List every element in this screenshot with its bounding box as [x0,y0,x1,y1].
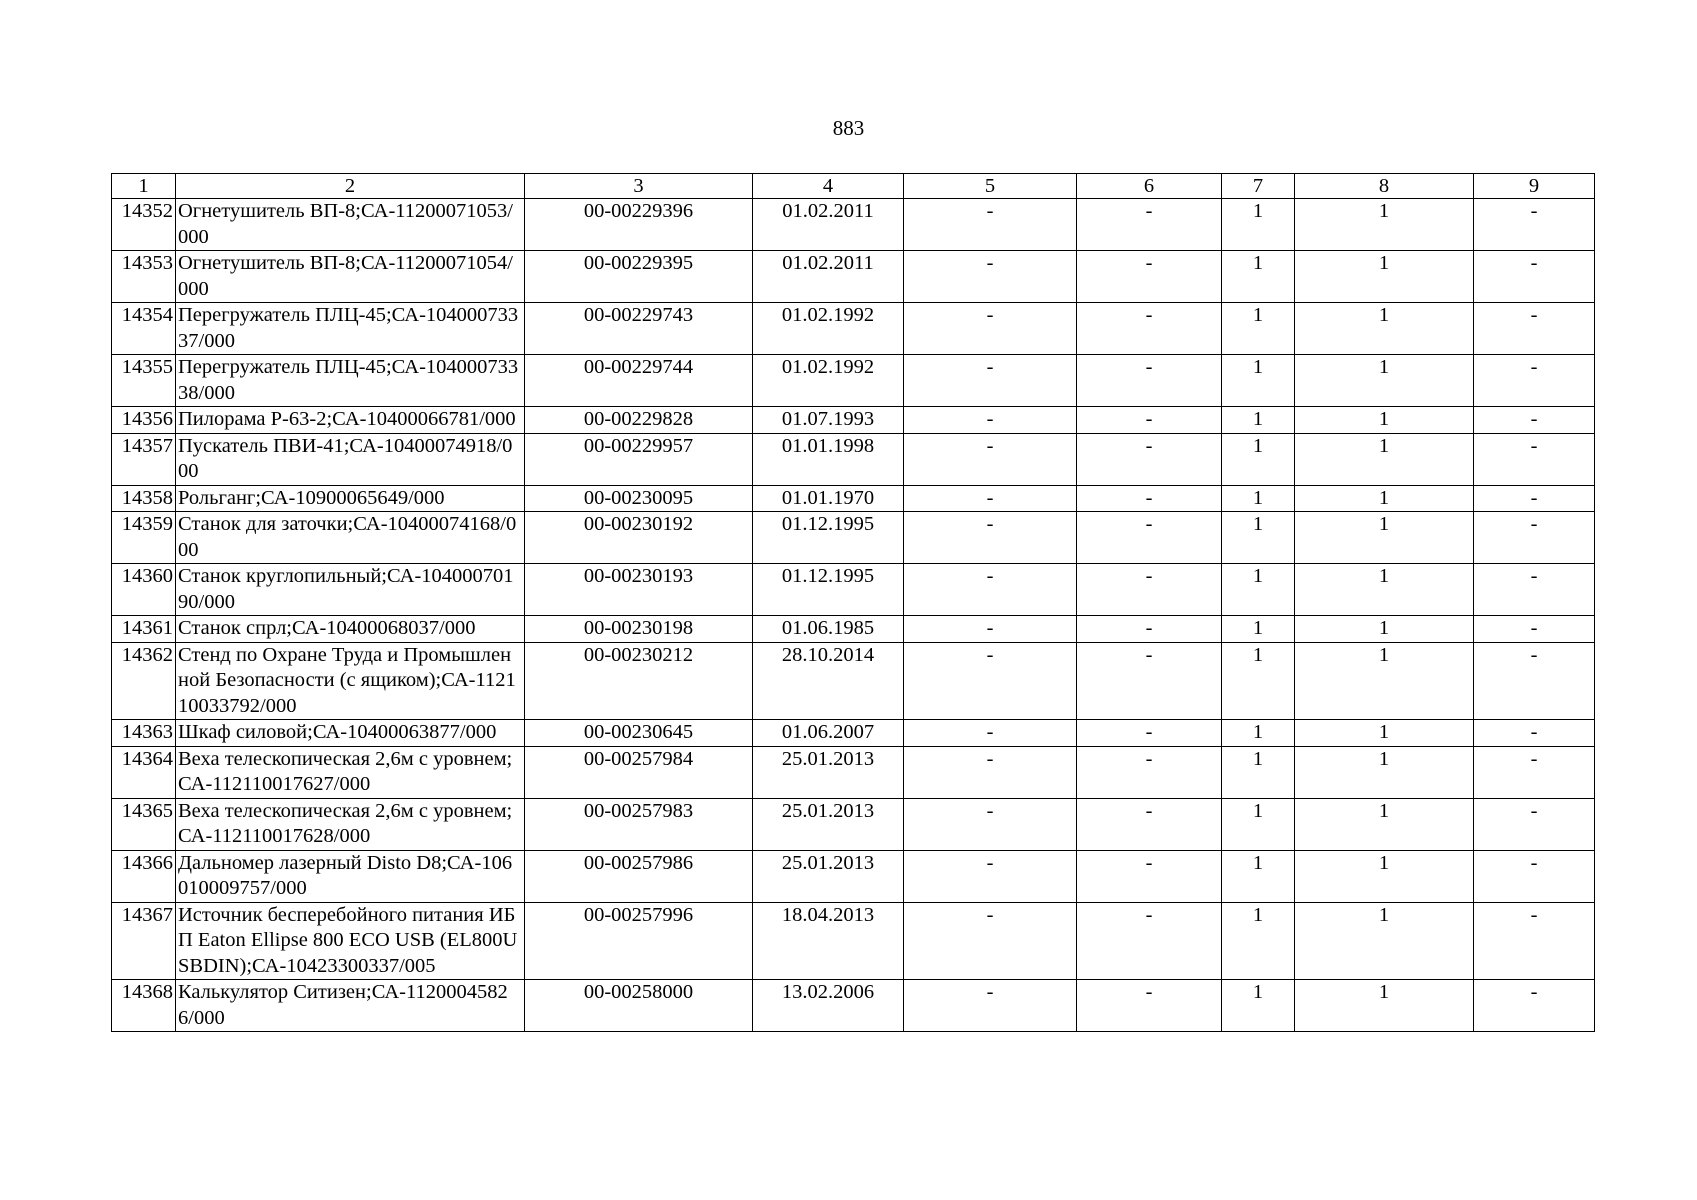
table-row [112,798,1595,850]
inventory-code-cell: 00-00257983 [525,798,753,850]
inventory-code-cell: 00-00257986 [525,850,753,902]
column-5-cell: - [904,303,1077,355]
row-number-cell: 14352 [112,199,176,251]
column-7-cell: 1 [1222,355,1295,407]
column-5-cell: - [904,251,1077,303]
row-number-cell: 14365 [112,798,176,850]
column-7-cell: 1 [1222,980,1295,1032]
date-cell: 25.01.2013 [753,850,904,902]
column-8-cell: 1 [1295,433,1474,485]
item-name-cell: Перегружатель ПЛЦ-45;СА-10400073337/000 [176,303,525,355]
item-name-cell: Огнетушитель ВП-8;СА-11200071053/000 [176,199,525,251]
column-8-cell: 1 [1295,720,1474,747]
column-8-cell: 1 [1295,616,1474,643]
date-cell: 01.02.2011 [753,251,904,303]
column-5-cell: - [904,512,1077,564]
column-8-cell: 1 [1295,980,1474,1032]
table-row [112,746,1595,798]
inventory-code-cell: 00-00230192 [525,512,753,564]
table-row [112,850,1595,902]
column-6-cell: - [1077,746,1222,798]
column-9-cell: - [1474,303,1595,355]
column-8-cell: 1 [1295,902,1474,980]
column-6-cell: - [1077,199,1222,251]
column-header: 6 [1077,174,1222,199]
column-9-cell: - [1474,902,1595,980]
date-cell: 01.06.2007 [753,720,904,747]
table-row [112,303,1595,355]
inventory-code-cell: 00-00229744 [525,355,753,407]
column-8-cell: 1 [1295,746,1474,798]
column-6-cell: - [1077,303,1222,355]
column-7-cell: 1 [1222,407,1295,434]
table-row [112,407,1595,434]
date-cell: 01.12.1995 [753,564,904,616]
column-5-cell: - [904,433,1077,485]
column-9-cell: - [1474,616,1595,643]
item-name-cell: Стенд по Охране Труда и Промышленной Безопасности (с ящиком);СА-112110033792/000 [176,642,525,720]
column-7-cell: 1 [1222,798,1295,850]
column-header: 9 [1474,174,1595,199]
column-6-cell: - [1077,850,1222,902]
page-number: 883 [832,116,865,140]
column-header: 5 [904,174,1077,199]
column-8-cell: 1 [1295,642,1474,720]
row-number-cell: 14353 [112,251,176,303]
row-number-cell: 14356 [112,407,176,434]
column-5-cell: - [904,746,1077,798]
column-5-cell: - [904,564,1077,616]
item-name-cell: Источник бесперебойного питания ИБП Eaton Ellipse 800 ECO USB (EL800USBDIN);СА-10423300337/005 [176,902,525,980]
column-6-cell: - [1077,512,1222,564]
column-6-cell: - [1077,616,1222,643]
column-6-cell: - [1077,564,1222,616]
table-row [112,199,1595,251]
column-9-cell: - [1474,980,1595,1032]
column-9-cell: - [1474,407,1595,434]
column-5-cell: - [904,642,1077,720]
item-name-cell: Станок для заточки;СА-10400074168/000 [176,512,525,564]
column-number-header-row [112,174,1595,199]
column-9-cell: - [1474,798,1595,850]
row-number-cell: 14359 [112,512,176,564]
date-cell: 28.10.2014 [753,642,904,720]
inventory-code-cell: 00-00258000 [525,980,753,1032]
column-5-cell: - [904,850,1077,902]
date-cell: 18.04.2013 [753,902,904,980]
date-cell: 01.12.1995 [753,512,904,564]
row-number-cell: 14361 [112,616,176,643]
column-9-cell: - [1474,355,1595,407]
column-6-cell: - [1077,980,1222,1032]
item-name-cell: Рольганг;СА-10900065649/000 [176,485,525,512]
inventory-code-cell: 00-00229743 [525,303,753,355]
column-7-cell: 1 [1222,720,1295,747]
inventory-code-cell: 00-00230645 [525,720,753,747]
column-header: 2 [176,174,525,199]
column-5-cell: - [904,616,1077,643]
table-row [112,720,1595,747]
column-8-cell: 1 [1295,512,1474,564]
row-number-cell: 14367 [112,902,176,980]
item-name-cell: Веха телескопическая 2,6м с уровнем;СА-112110017628/000 [176,798,525,850]
column-9-cell: - [1474,512,1595,564]
column-8-cell: 1 [1295,407,1474,434]
column-header: 4 [753,174,904,199]
column-6-cell: - [1077,720,1222,747]
table-row [112,564,1595,616]
row-number-cell: 14363 [112,720,176,747]
column-9-cell: - [1474,564,1595,616]
column-9-cell: - [1474,746,1595,798]
column-7-cell: 1 [1222,902,1295,980]
column-8-cell: 1 [1295,850,1474,902]
column-7-cell: 1 [1222,199,1295,251]
row-number-cell: 14360 [112,564,176,616]
table-row [112,616,1595,643]
inventory-code-cell: 00-00257996 [525,902,753,980]
column-7-cell: 1 [1222,564,1295,616]
column-header: 8 [1295,174,1474,199]
column-header: 7 [1222,174,1295,199]
column-9-cell: - [1474,199,1595,251]
column-9-cell: - [1474,251,1595,303]
inventory-code-cell: 00-00230095 [525,485,753,512]
column-7-cell: 1 [1222,616,1295,643]
table-row [112,251,1595,303]
row-number-cell: 14364 [112,746,176,798]
column-7-cell: 1 [1222,433,1295,485]
date-cell: 25.01.2013 [753,798,904,850]
date-cell: 01.06.1985 [753,616,904,643]
column-5-cell: - [904,485,1077,512]
column-6-cell: - [1077,433,1222,485]
asset-register-table [111,173,1595,1032]
table-row [112,433,1595,485]
column-header: 3 [525,174,753,199]
column-9-cell: - [1474,433,1595,485]
column-7-cell: 1 [1222,485,1295,512]
item-name-cell: Шкаф силовой;СА-10400063877/000 [176,720,525,747]
date-cell: 01.02.1992 [753,303,904,355]
column-7-cell: 1 [1222,746,1295,798]
column-6-cell: - [1077,485,1222,512]
row-number-cell: 14362 [112,642,176,720]
row-number-cell: 14357 [112,433,176,485]
column-5-cell: - [904,720,1077,747]
inventory-code-cell: 00-00230198 [525,616,753,643]
date-cell: 13.02.2006 [753,980,904,1032]
item-name-cell: Пускатель ПВИ-41;СА-10400074918/000 [176,433,525,485]
table-row [112,980,1595,1032]
row-number-cell: 14355 [112,355,176,407]
column-5-cell: - [904,355,1077,407]
date-cell: 01.01.1970 [753,485,904,512]
column-7-cell: 1 [1222,303,1295,355]
date-cell: 01.01.1998 [753,433,904,485]
column-5-cell: - [904,902,1077,980]
column-header: 1 [112,174,176,199]
item-name-cell: Дальномер лазерный Disto D8;СА-106010009757/000 [176,850,525,902]
inventory-code-cell: 00-00229828 [525,407,753,434]
item-name-cell: Пилорама Р-63-2;СА-10400066781/000 [176,407,525,434]
date-cell: 25.01.2013 [753,746,904,798]
column-5-cell: - [904,798,1077,850]
column-8-cell: 1 [1295,303,1474,355]
row-number-cell: 14368 [112,980,176,1032]
inventory-code-cell: 00-00257984 [525,746,753,798]
column-8-cell: 1 [1295,355,1474,407]
item-name-cell: Станок круглопильный;СА-10400070190/000 [176,564,525,616]
column-6-cell: - [1077,407,1222,434]
table-body [112,174,1595,1032]
column-9-cell: - [1474,642,1595,720]
date-cell: 01.07.1993 [753,407,904,434]
table-row [112,355,1595,407]
column-9-cell: - [1474,720,1595,747]
date-cell: 01.02.1992 [753,355,904,407]
column-6-cell: - [1077,902,1222,980]
column-6-cell: - [1077,355,1222,407]
column-6-cell: - [1077,251,1222,303]
column-7-cell: 1 [1222,512,1295,564]
inventory-code-cell: 00-00229395 [525,251,753,303]
column-8-cell: 1 [1295,798,1474,850]
row-number-cell: 14358 [112,485,176,512]
table-row [112,485,1595,512]
column-5-cell: - [904,199,1077,251]
item-name-cell: Станок спрл;СА-10400068037/000 [176,616,525,643]
column-8-cell: 1 [1295,564,1474,616]
column-8-cell: 1 [1295,251,1474,303]
column-6-cell: - [1077,642,1222,720]
table-row [112,642,1595,720]
row-number-cell: 14366 [112,850,176,902]
inventory-code-cell: 00-00229396 [525,199,753,251]
column-8-cell: 1 [1295,199,1474,251]
column-9-cell: - [1474,850,1595,902]
column-8-cell: 1 [1295,485,1474,512]
column-5-cell: - [904,407,1077,434]
table-row [112,512,1595,564]
column-7-cell: 1 [1222,642,1295,720]
inventory-code-cell: 00-00230193 [525,564,753,616]
column-7-cell: 1 [1222,850,1295,902]
row-number-cell: 14354 [112,303,176,355]
column-9-cell: - [1474,485,1595,512]
item-name-cell: Огнетушитель ВП-8;СА-11200071054/000 [176,251,525,303]
table-row [112,902,1595,980]
column-6-cell: - [1077,798,1222,850]
item-name-cell: Перегружатель ПЛЦ-45;СА-10400073338/000 [176,355,525,407]
item-name-cell: Калькулятор Ситизен;СА-11200045826/000 [176,980,525,1032]
column-7-cell: 1 [1222,251,1295,303]
item-name-cell: Веха телескопическая 2,6м с уровнем;СА-112110017627/000 [176,746,525,798]
inventory-code-cell: 00-00230212 [525,642,753,720]
column-5-cell: - [904,980,1077,1032]
date-cell: 01.02.2011 [753,199,904,251]
inventory-code-cell: 00-00229957 [525,433,753,485]
